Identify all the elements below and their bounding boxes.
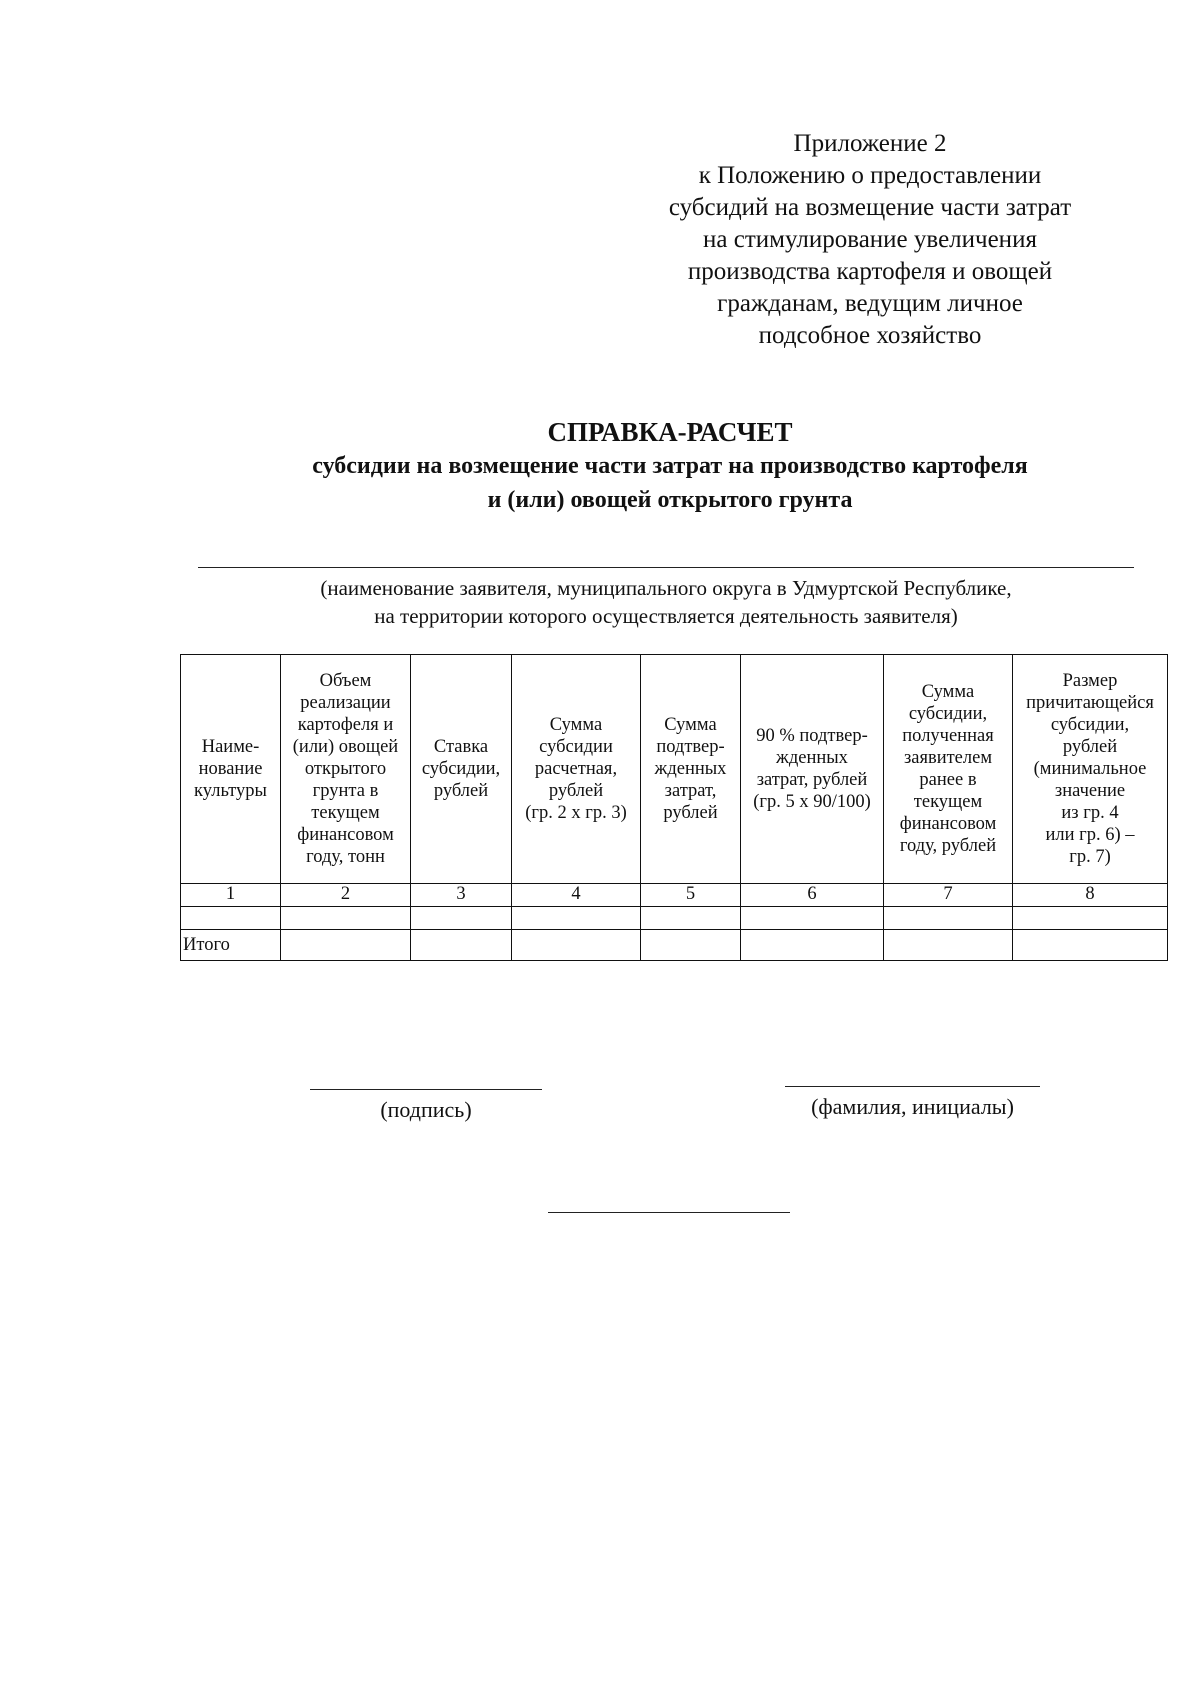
header-previously-received: Сумма субсидии, полученная заявителем ранее в текущем финансовом году, рублей xyxy=(884,655,1013,884)
title-subtitle-line-1: субсидии на возмещение части затрат на производство картофеля xyxy=(312,453,1028,479)
column-number: 4 xyxy=(512,884,641,907)
header-calculated-subsidy: Сумма субсидии расчетная, рублей (гр. 2 х гр. 3) xyxy=(512,655,641,884)
table-cell[interactable] xyxy=(181,907,281,930)
appendix-reference xyxy=(640,128,1100,352)
signature-caption: (подпись) xyxy=(380,1097,472,1122)
total-row xyxy=(181,930,1168,961)
table-cell[interactable] xyxy=(1013,907,1168,930)
table-cell[interactable] xyxy=(411,930,512,961)
header-ninety-percent-costs: 90 % подтвер- жденных затрат, рублей (гр. 5 х 90/100) xyxy=(741,655,884,884)
table-cell[interactable] xyxy=(884,930,1013,961)
column-number: 1 xyxy=(181,884,281,907)
table-cell[interactable] xyxy=(741,930,884,961)
appendix-line: субсидий на возмещение части затрат xyxy=(668,194,1072,221)
applicant-fill-line[interactable] xyxy=(198,567,1134,568)
table-cell[interactable] xyxy=(1013,930,1168,961)
column-number: 6 xyxy=(741,884,884,907)
table-header-row xyxy=(181,655,1168,884)
applicant-caption xyxy=(198,574,1134,630)
date-line[interactable] xyxy=(548,1212,790,1213)
column-number: 8 xyxy=(1013,884,1168,907)
table-cell[interactable] xyxy=(641,930,741,961)
name-line[interactable] xyxy=(785,1086,1040,1087)
column-number: 5 xyxy=(641,884,741,907)
table-cell[interactable] xyxy=(411,907,512,930)
applicant-caption-line-2: на территории которого осуществляется деятельность заявителя) xyxy=(374,604,958,628)
appendix-line: к Положению о предоставлении xyxy=(698,162,1042,189)
appendix-line: на стимулирование увеличения xyxy=(703,226,1037,253)
column-number: 2 xyxy=(281,884,411,907)
table-cell[interactable] xyxy=(512,930,641,961)
header-sales-volume: Объем реализации картофеля и (или) овощей открытого грунта в текущем финансовом году, тонн xyxy=(281,655,411,884)
header-due-subsidy: Размер причитающейся субсидии, рублей (минимальное значение из гр. 4 или гр. 6) – гр. 7) xyxy=(1013,655,1168,884)
table-cell[interactable] xyxy=(281,930,411,961)
table-cell[interactable] xyxy=(884,907,1013,930)
name-caption: (фамилия, инициалы) xyxy=(811,1094,1014,1119)
table-cell[interactable] xyxy=(281,907,411,930)
signature-line[interactable] xyxy=(310,1089,542,1090)
column-number: 7 xyxy=(884,884,1013,907)
column-number-row xyxy=(181,884,1168,907)
appendix-line: подсобное хозяйство xyxy=(758,322,982,349)
header-confirmed-costs: Сумма подтвер- жденных затрат, рублей xyxy=(641,655,741,884)
table-row xyxy=(181,907,1168,930)
appendix-line: производства картофеля и овощей xyxy=(687,258,1053,285)
appendix-line: Приложение 2 xyxy=(793,130,947,157)
applicant-caption-line-1: (наименование заявителя, муниципального округа в Удмуртской Республике, xyxy=(320,576,1012,600)
document-title xyxy=(100,415,1200,517)
table-cell[interactable] xyxy=(641,907,741,930)
title-subtitle-line-2: и (или) овощей открытого грунта xyxy=(487,487,853,513)
table-cell[interactable] xyxy=(512,907,641,930)
column-number: 3 xyxy=(411,884,512,907)
table-cell[interactable] xyxy=(741,907,884,930)
calculation-table xyxy=(180,654,1168,961)
total-label: Итого xyxy=(181,930,281,961)
header-crop-name: Наиме- нование культуры xyxy=(181,655,281,884)
header-subsidy-rate: Ставка субсидии, рублей xyxy=(411,655,512,884)
title-main: СПРАВКА-РАСЧЕТ xyxy=(547,417,793,447)
appendix-line: гражданам, ведущим личное xyxy=(717,290,1023,317)
